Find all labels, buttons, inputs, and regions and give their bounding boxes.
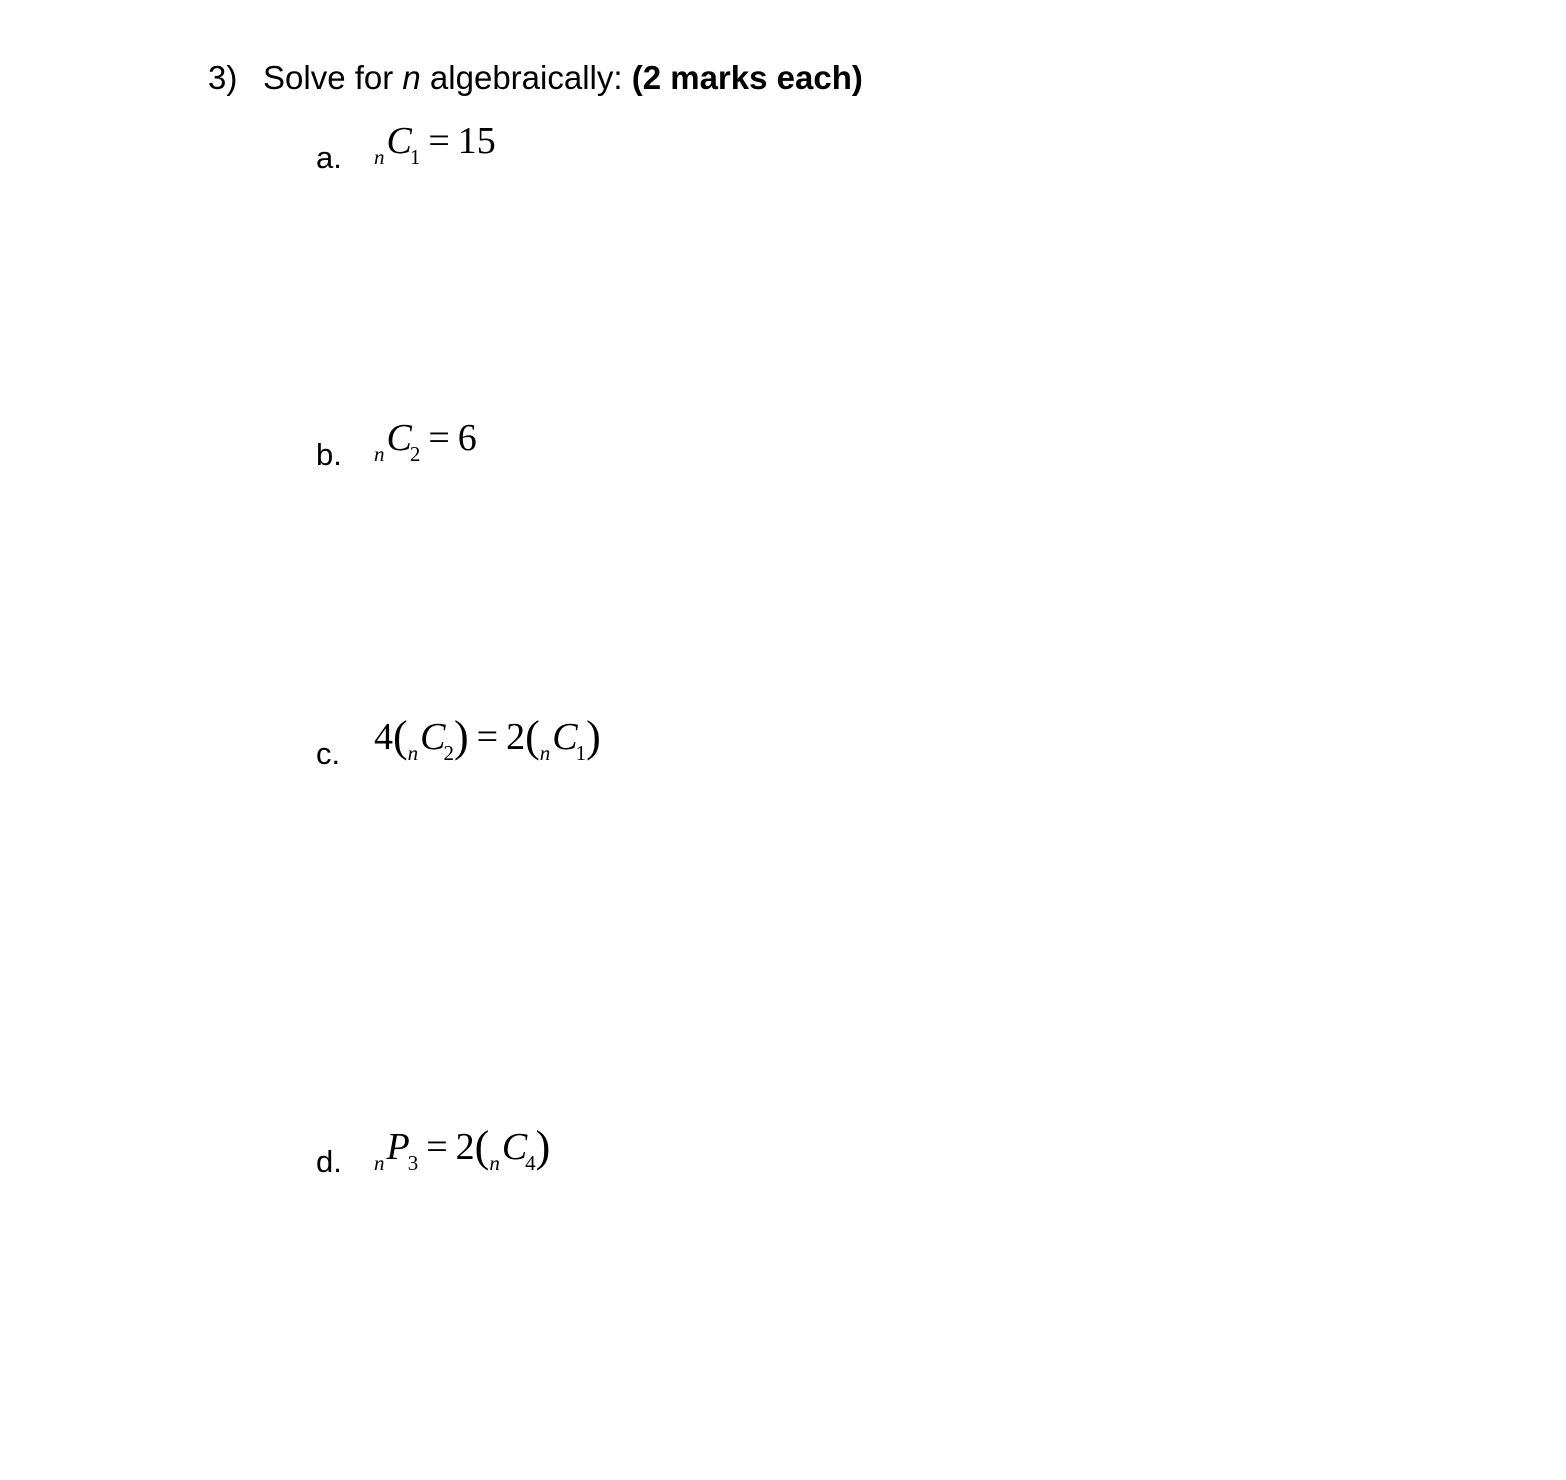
- question-number: 3): [208, 59, 238, 96]
- part-c-pre-subscript-left: n: [407, 741, 419, 765]
- part-c-equals: =: [476, 716, 499, 758]
- part-a-pre-subscript: n: [374, 145, 385, 169]
- part-d-symbol-right: C: [501, 1126, 528, 1168]
- part-a-equals: =: [428, 120, 450, 162]
- part-c-subscript-left: 2: [443, 741, 455, 765]
- part-c-coefficient-left: 4: [374, 716, 393, 758]
- part-c-open-paren-right: (: [525, 712, 540, 761]
- part-b-rhs: 6: [457, 417, 477, 459]
- question-variable: n: [402, 59, 421, 96]
- part-d-coefficient-right: 2: [455, 1126, 475, 1168]
- part-b-symbol: C: [386, 417, 412, 459]
- part-a-label: a.: [316, 140, 342, 175]
- part-d-close-paren: ): [535, 1122, 551, 1171]
- part-d-open-paren: (: [474, 1122, 490, 1171]
- part-d-subscript-right: 4: [525, 1151, 536, 1175]
- part-c-label: c.: [316, 736, 341, 771]
- part-d-pre-subscript-right: n: [489, 1151, 500, 1175]
- part-b-label: b.: [316, 437, 342, 472]
- part-c-symbol-right: C: [552, 716, 578, 758]
- part-a-symbol: C: [386, 120, 412, 162]
- part-d-pre-subscript-left: n: [374, 1151, 385, 1175]
- part-d-equals: =: [426, 1126, 448, 1168]
- part-c-subscript-right: 1: [575, 741, 587, 765]
- part-d-subscript-left: 3: [407, 1151, 419, 1175]
- part-d-label: d.: [316, 1144, 342, 1179]
- part-a-rhs: 15: [457, 120, 496, 162]
- question-text-before: Solve for: [263, 59, 403, 96]
- part-c-coefficient-right: 2: [506, 716, 526, 758]
- question-marks: (2 marks each): [631, 59, 863, 96]
- part-c-pre-subscript-right: n: [539, 741, 551, 765]
- part-b-pre-subscript: n: [374, 442, 385, 466]
- part-c-close-paren-right: ): [586, 712, 601, 761]
- part-c-close-paren-left: ): [454, 712, 469, 761]
- part-d-equation: [374, 1122, 550, 1175]
- part-b-equation: [374, 415, 477, 466]
- question-text-after: algebraically:: [420, 59, 632, 96]
- part-c-equation: [374, 712, 601, 765]
- part-d-symbol-left: P: [386, 1126, 410, 1168]
- question-header: [208, 58, 863, 98]
- part-b-subscript: 2: [409, 442, 421, 466]
- part-a-subscript: 1: [409, 145, 421, 169]
- part-b-equals: =: [428, 417, 450, 459]
- part-c-open-paren-left: (: [393, 712, 408, 761]
- part-a-equation: [374, 118, 496, 169]
- part-c-symbol-left: C: [420, 716, 446, 758]
